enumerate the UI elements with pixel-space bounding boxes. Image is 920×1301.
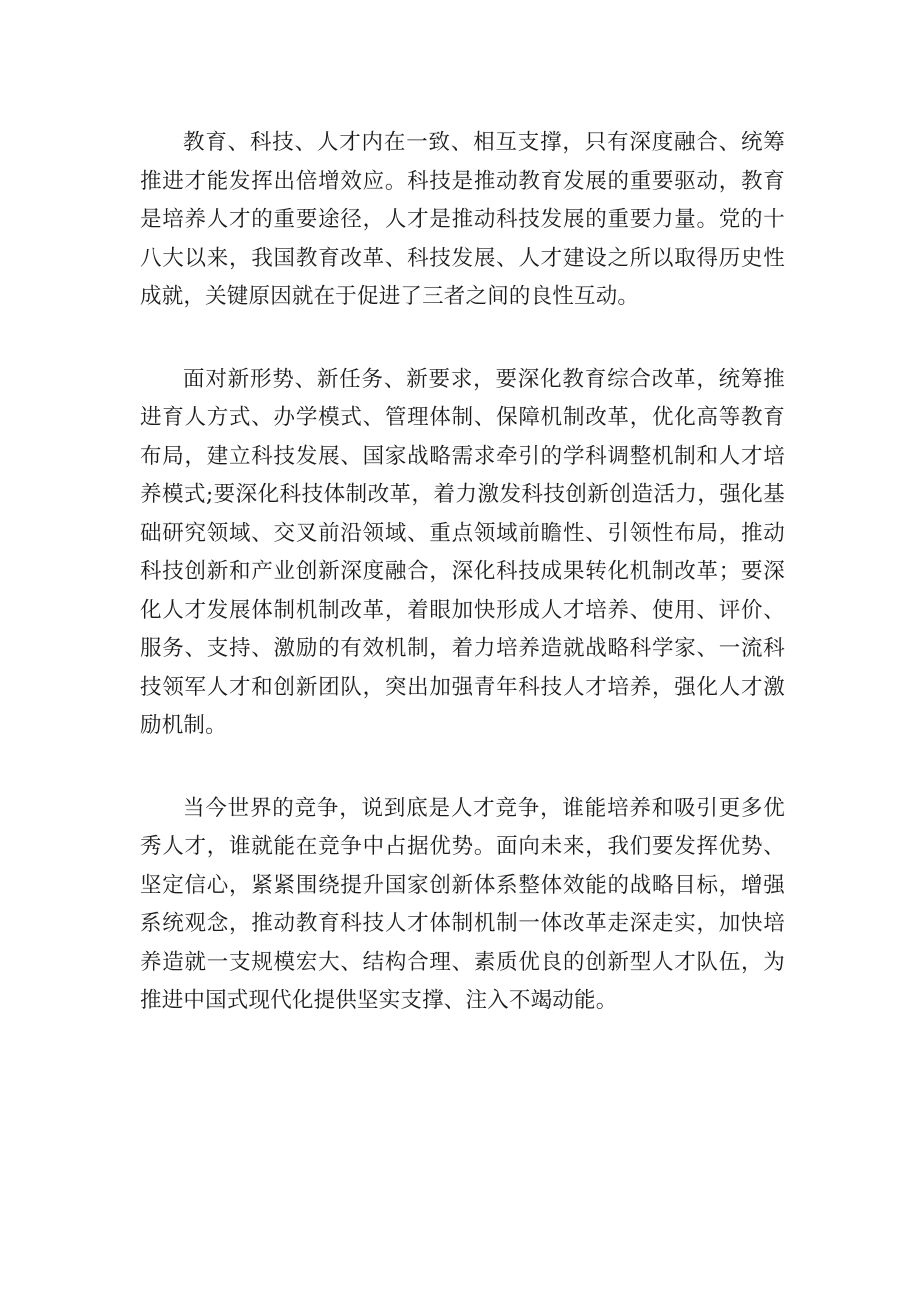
paragraph-1: 教育、科技、人才内在一致、相互支撑，只有深度融合、统筹推进才能发挥出倍增效应。科技是推动教育发展的重要驱动，教育是培养人才的重要途径，人才是推动科技发展的重要力量。党的十八大以来，我国教育改革、科技发展、人才建设之所以取得历史性成就，关键原因就在于促进了三者之间的良性互动。 xyxy=(140,130,785,309)
paragraph-2: 面对新形势、新任务、新要求，要深化教育综合改革，统筹推进育人方式、办学模式、管理体制、保障机制改革，优化高等教育布局，建立科技发展、国家战略需求牵引的学科调整机制和人才培养模式;要深化科技体制改革，着力激发科技创新创造活力，强化基础研究领域、交叉前沿领域、重点领域前瞻性、引领性布局，推动科技创新和产业创新深度融合，深化科技成果转化机制改革；要深化人才发展体制机制改革，着眼加快形成人才培养、使用、评价、服务、支持、激励的有效机制，着力培养造就战略科学家、一流科技领军人才和创新团队，突出加强青年科技人才培养，强化人才激励机制。 xyxy=(140,366,785,738)
paragraph-3: 当今世界的竞争，说到底是人才竞争，谁能培养和吸引更多优秀人才，谁就能在竞争中占据优势。面向未来，我们要发挥优势、坚定信心，紧紧围绕提升国家创新体系整体效能的战略目标，增强系统观念，推动教育科技人才体制机制一体改革走深走实，加快培养造就一支规模宏大、结构合理、素质优良的创新型人才队伍，为推进中国式现代化提供坚实支撑、注入不竭动能。 xyxy=(140,795,785,1013)
document-body xyxy=(140,124,785,1021)
